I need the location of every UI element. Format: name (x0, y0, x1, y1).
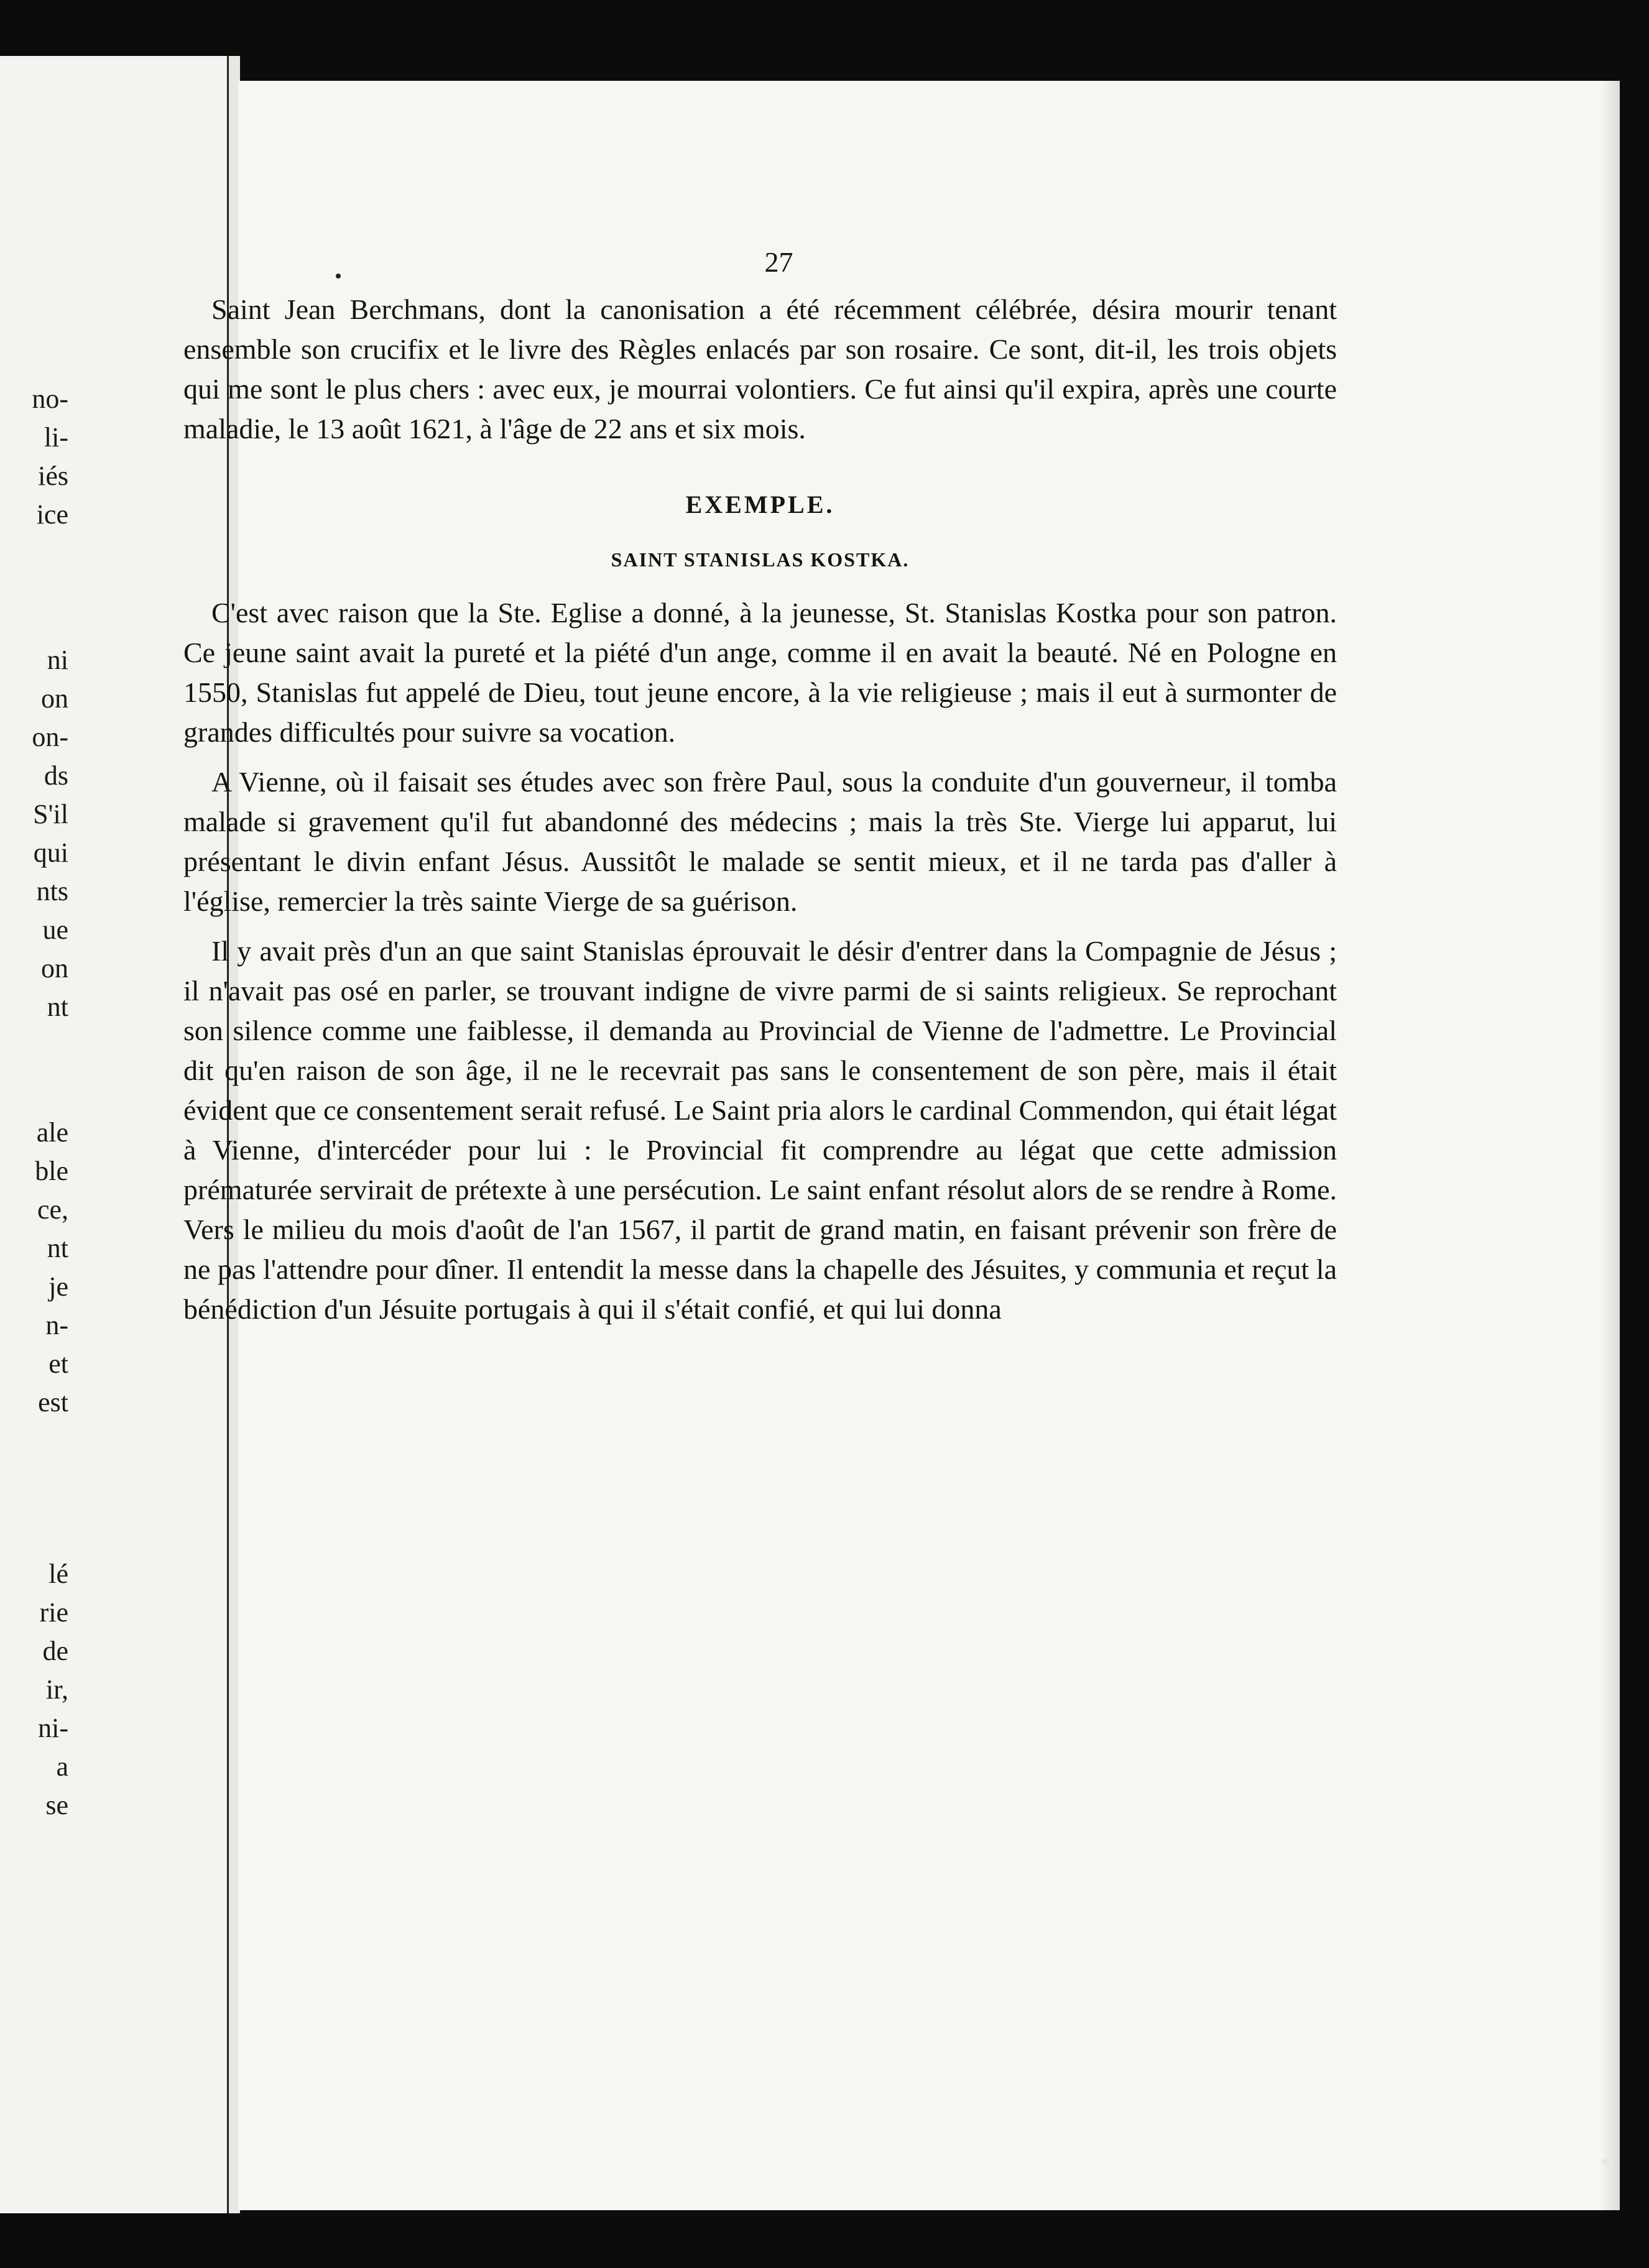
margin-fragment: no- (32, 384, 68, 414)
margin-fragment: nt (47, 1233, 68, 1263)
margin-fragment: lé (48, 1559, 68, 1589)
margin-fragment: ir, (45, 1674, 68, 1705)
margin-fragment: on (41, 683, 68, 714)
margin-fragment: a (56, 1751, 68, 1782)
section-subheading: SAINT STANISLAS KOSTKA. (611, 548, 910, 571)
margin-fragment: est (38, 1387, 68, 1418)
page-edge-shadow (1601, 81, 1620, 2210)
margin-fragment: on- (32, 722, 68, 752)
margin-fragment: ale (36, 1117, 68, 1148)
margin-fragment: nts (36, 876, 68, 906)
margin-fragment: ice (36, 499, 68, 530)
margin-fragment: on (41, 953, 68, 984)
page-number: 27 (764, 246, 793, 278)
margin-fragment: je (48, 1271, 68, 1302)
margin-fragment: n- (45, 1310, 68, 1340)
body-paragraph: C'est avec raison que la Ste. Eglise a donné, à la jeunesse, St. Stanislas Kostka pour son patron. Ce jeune saint avait la pureté et la piété d'un ange, comme il en avait la beauté. Né en Pologne en 1550, Stanislas fut appelé de Dieu, tout jeune encore, à la vie religieuse ; mais il eut à surmonter de grandes difficultés pour suivre sa vocation. (183, 597, 1337, 748)
margin-fragment: rie (39, 1597, 68, 1628)
margin-fragment: nt (47, 992, 68, 1022)
margin-fragment: ble (35, 1156, 68, 1186)
margin-fragment: et (48, 1348, 68, 1379)
margin-fragment: ue (42, 915, 68, 945)
body-paragraph: A Vienne, où il faisait ses études avec son frère Paul, sous la conduite d'un gouverneur, il tomba malade si gravement qu'il fut abandonné des médecins ; mais la très Ste. Vierge lui apparut, lui présentant le divin enfant Jésus. Aussitôt le malade se sentit mieux, et il ne tarda pas d'aller à l'église, remercier la très sainte Vierge de sa guérison. (183, 766, 1337, 917)
margin-fragment: li- (44, 422, 68, 453)
page-text (183, 242, 1337, 1329)
scan-speck (336, 274, 341, 279)
scan-speck (1601, 2157, 1615, 2166)
margin-fragment: qui (33, 837, 68, 868)
margin-fragment: S'il (33, 799, 68, 829)
margin-fragment: se (45, 1790, 68, 1820)
intro-paragraph: Saint Jean Berchmans, dont la canonisation a été récemment célébrée, désira mourir tenant ensemble son crucifix et le livre des Règles enlacés par son rosaire. Ce sont, dit-il, les trois objets qui me sont le plus chers : avec eux, je mourrai volontiers. Ce fut ainsi qu'il expira, après une courte maladie, le 13 août 1621, à l'âge de 22 ans et six mois. (183, 293, 1337, 445)
margin-fragment: de (42, 1636, 68, 1666)
margin-fragment: iés (38, 461, 68, 491)
body-paragraph: Il y avait près d'un an que saint Stanislas éprouvait le désir d'entrer dans la Compagnie de Jésus ; il n'avait pas osé en parler, se trouvant indigne de vivre parmi de si saints religieux. Se reprochant son silence comme une faiblesse, il demanda au Provincial de Vienne de l'admettre. Le Provincial dit qu'en raison de son âge, il ne le recevrait pas sans le consentement de son père, mais il était évident que ce consentement serait refusé. Le Saint pria alors le cardinal Commendon, qui était légat à Vienne, d'intercéder pour lui : le Provincial fit comprendre au légat que cette admission prématurée servirait de prétexte à une persécution. Le saint enfant résolut alors de se rendre à Rome. Vers le milieu du mois d'août de l'an 1567, il partit de grand matin, en faisant prévenir son frère de ne pas l'attendre pour dîner. Il entendit la messe dans la chapelle des Jésuites, y communia et reçut la bénédiction d'un Jésuite portugais à qui il s'était confié, et qui lui donna (183, 935, 1337, 1325)
margin-fragment: ni- (38, 1713, 68, 1743)
margin-fragment: ds (44, 760, 68, 791)
margin-fragment: ni (47, 645, 68, 675)
margin-fragment: ce, (37, 1194, 68, 1225)
section-heading: EXEMPLE. (685, 491, 835, 519)
